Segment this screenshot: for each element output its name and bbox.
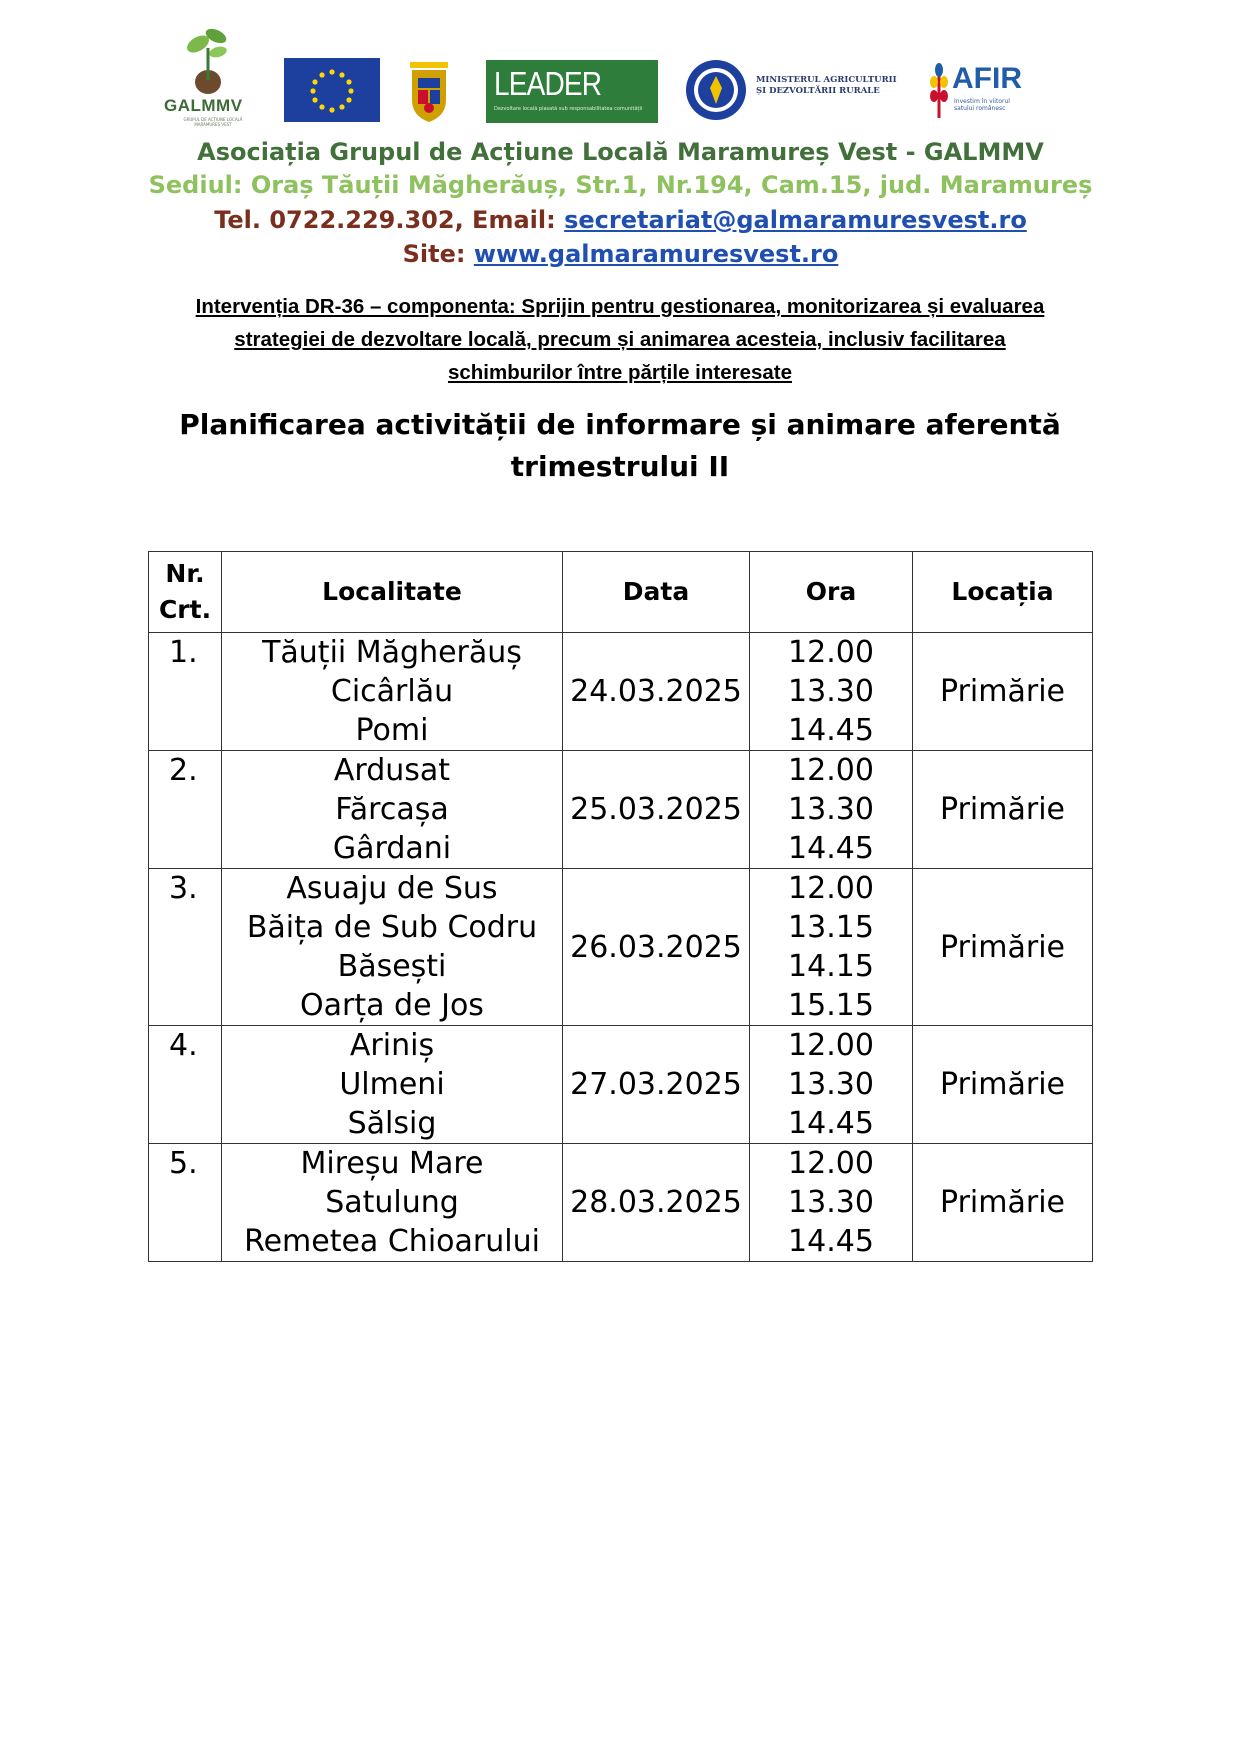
row-nr: 2. [149,751,222,869]
leader-name: LEADER [494,65,602,102]
romania-crest-icon [406,56,452,124]
row-locatia: Primărie [913,869,1093,1026]
localitate: Băița de Sub Codru [246,910,538,945]
leader-logo [486,60,658,123]
localitate: Ariniș [349,1028,435,1063]
table-row [149,633,1093,751]
galmmv-name: GALMMV [164,96,243,115]
localitate: Fărcașa [335,792,449,827]
row-nr: 5. [149,1144,222,1262]
row-data: 25.03.2025 [563,751,750,869]
header-data: Data [563,552,750,633]
ora: 14.45 [788,1106,874,1141]
contact-prefix: Tel. 0722.229.302, Email: [214,206,565,234]
localitate: Ulmeni [339,1067,445,1102]
afir-subtitle: Investim în viitorul satului românesc [954,98,1010,112]
eu-flag-icon [284,58,380,122]
title-line-1: Planificarea activității de informare și animare aferentă [179,408,1061,441]
localitate: Tăuții Măgherăuș [262,635,522,670]
table-row [149,869,1093,1026]
government-seal-icon [684,58,748,122]
localitate: Satulung [325,1185,459,1220]
table-row [149,751,1093,869]
localitate: Pomi [355,713,429,748]
ora: 12.00 [788,1146,874,1181]
intervention-heading [140,290,1100,389]
afir-name: AFIR [952,62,1022,95]
ministry-logo [756,75,906,97]
row-localitati [222,869,563,1026]
ora: 15.15 [788,988,874,1023]
ora: 13.30 [788,1067,874,1102]
row-nr: 4. [149,1026,222,1144]
ora: 12.00 [788,753,874,788]
table-row [149,1144,1093,1262]
row-locatia: Primărie [913,751,1093,869]
afir-logo [928,60,1028,126]
header-ora: Ora [750,552,913,633]
localitate: Ardusat [333,753,451,788]
intervention-line-3: schimburilor între părțile interesate [447,361,793,384]
galmmv-logo [160,18,260,128]
ministry-line-2: ȘI DEZVOLTĂRII RURALE [756,86,880,96]
ora: 12.00 [788,871,874,906]
association-address: Sediul: Oraș Tăuții Măgherăuș, Str.1, Nr.194, Cam.15, jud. Maramureș [148,171,1093,199]
localitate: Asuaju de Sus [286,871,498,906]
localitate: Băsești [337,949,447,984]
galmmv-subtitle: GRUPUL DE ACȚIUNE LOCALĂ MARAMUREȘ VEST [183,117,243,127]
ora: 13.15 [788,910,874,945]
association-contact [0,206,1241,234]
row-localitati [222,633,563,751]
document-title [140,404,1100,488]
row-localitati [222,1144,563,1262]
localitate: Gârdani [332,831,452,866]
localitate: Sălsig [347,1106,437,1141]
ora: 12.00 [788,1028,874,1063]
association-site [0,240,1241,268]
site-link[interactable]: www.galmaramuresvest.ro [473,240,839,268]
ora: 13.30 [788,674,874,709]
logo-strip [0,0,1241,130]
row-ore [750,1026,913,1144]
row-ore [750,1144,913,1262]
table-row [149,1026,1093,1144]
row-locatia: Primărie [913,1026,1093,1144]
row-locatia: Primărie [913,633,1093,751]
row-ore [750,633,913,751]
row-nr: 3. [149,869,222,1026]
row-localitati [222,1026,563,1144]
afir-wheat-icon [928,60,950,122]
association-name: Asociația Grupul de Acțiune Locală Maramureș Vest - GALMMV [197,138,1044,166]
ministry-line-1: MINISTERUL AGRICULTURII [756,75,897,85]
leader-subtitle: Dezvoltare locală plasată sub responsabilitatea comunității [494,106,643,112]
intervention-line-2: strategiei de dezvoltare locală, precum și animarea acesteia, inclusiv facilitarea [234,328,1006,351]
ora: 14.15 [788,949,874,984]
ora: 14.45 [788,1224,874,1259]
header-nr: Nr. Crt. [149,552,222,633]
row-data: 24.03.2025 [563,633,750,751]
header-localitate: Localitate [222,552,563,633]
title-line-2: trimestrului II [510,450,730,483]
sprout-icon [160,18,260,98]
ora: 13.30 [788,792,874,827]
localitate: Mireșu Mare [300,1146,484,1181]
localitate: Oarța de Jos [300,988,484,1023]
row-data: 28.03.2025 [563,1144,750,1262]
table-header-row [149,552,1093,633]
row-nr: 1. [149,633,222,751]
schedule-table [148,551,1093,1262]
row-ore [750,751,913,869]
header-locatia: Locația [913,552,1093,633]
row-locatia: Primărie [913,1144,1093,1262]
ora: 13.30 [788,1185,874,1220]
ora: 14.45 [788,713,874,748]
email-link[interactable]: secretariat@galmaramuresvest.ro [564,206,1027,234]
localitate: Remetea Chioarului [244,1224,540,1259]
row-localitati [222,751,563,869]
row-ore [750,869,913,1026]
row-data: 27.03.2025 [563,1026,750,1144]
localitate: Cicârlău [330,674,454,709]
row-data: 26.03.2025 [563,869,750,1026]
site-prefix: Site: [402,240,474,268]
ora: 12.00 [788,635,874,670]
intervention-line-1: Intervenția DR-36 – componenta: Sprijin pentru gestionarea, monitorizarea și evaluarea [195,295,1045,318]
ora: 14.45 [788,831,874,866]
